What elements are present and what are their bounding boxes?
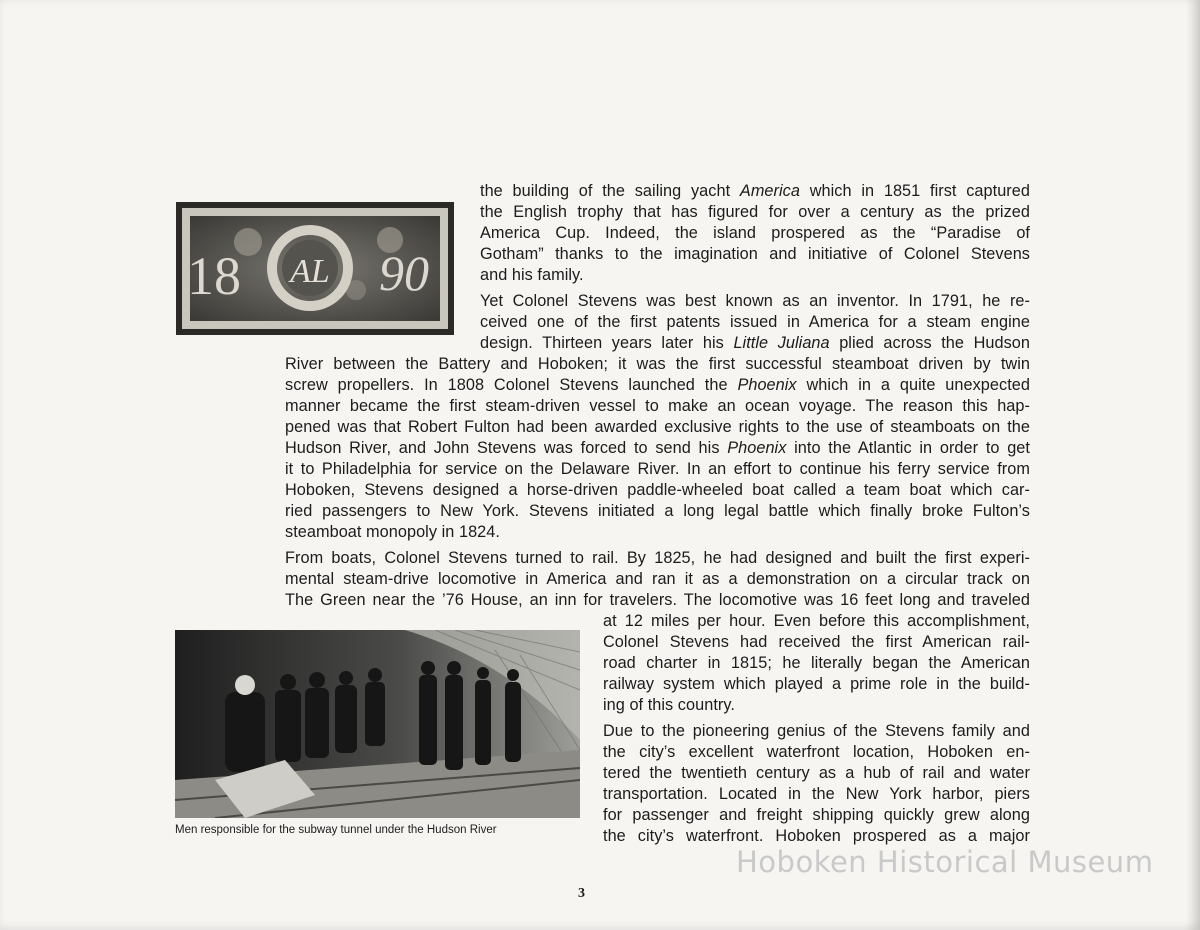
text-line [285,501,1030,522]
text-line-segment: Hoboken, Stevens designed a horse-driven paddle-wheeled boat called a team boat which car- [285,481,1030,499]
text-line-segment: pened was that Robert Fulton had been awarded exclusive rights to the use of steamboats on the [285,418,1030,436]
text-line-segment: Little Juliana [733,334,830,352]
text-line-segment: Phoenix [737,376,797,394]
text-line-segment: and his family. [480,266,584,284]
text-line [285,522,1030,543]
text-line [603,611,1030,632]
text-line [603,826,1030,847]
text-line-segment: steamboat monopoly in 1824. [285,523,500,541]
text-line-segment: From boats, Colonel Stevens turned to rail. By 1825, he had designed and built the first experi- [285,549,1030,567]
subway-tunnel-photo [175,630,580,818]
text-line [603,721,1030,742]
text-line [603,632,1030,653]
text-line-segment: ing of this country. [603,696,735,714]
text-line [285,438,1030,459]
text-line [285,459,1030,480]
text-line-segment: Due to the pioneering genius of the Stevens family and [603,722,1030,740]
text-line [603,805,1030,826]
text-line [480,223,1030,244]
text-line-segment: The Green near the ’76 House, an inn for travelers. The locomotive was 16 feet long and traveled [285,591,1030,609]
text-line [285,480,1030,501]
text-line [480,333,1030,354]
text-line-segment: mental steam-drive locomotive in America and ran it as a demonstration on a circular track on [285,570,1030,588]
text-line-segment: River between the Battery and Hoboken; it was the first successful steamboat driven by twin [285,355,1030,373]
text-line-segment: the building of the sailing yacht [480,182,740,200]
text-line [480,244,1030,265]
text-line [603,653,1030,674]
text-line-segment: Gotham” thanks to the imagination and initiative of Colonel Stevens [480,245,1030,263]
text-line-segment: plied across the Hudson [829,334,1030,352]
text-line-segment: it to Philadelphia for service on the Delaware River. In an effort to continue his ferry service from [285,460,1030,478]
text-line [285,417,1030,438]
text-line-segment: at 12 miles per hour. Even before this accomplishment, [603,612,1030,630]
plaque-left-digits: 18 [187,246,241,306]
text-line [603,674,1030,695]
plaque-right-digits: 90 [379,245,429,301]
text-line [285,396,1030,417]
text-line [285,354,1030,375]
plaque-monogram: AL [290,253,330,290]
text-line [285,590,1030,611]
text-line-segment: road charter in 1815; he literally began the American [603,654,1030,672]
text-line [603,784,1030,805]
text-line-segment: railway system which played a prime role in the build- [603,675,1030,693]
text-line-segment: screw propellers. In 1808 Colonel Stevens launched the [285,376,738,394]
photo-caption: Men responsible for the subway tunnel under the Hudson River [175,824,497,836]
text-line-segment: which in 1851 first captured [799,182,1030,200]
text-line [480,181,1030,202]
page-number: 3 [578,886,585,901]
text-line-segment: which in a quite unexpected [796,376,1030,394]
text-line [480,291,1030,312]
text-line-segment: Phoenix [727,439,787,457]
text-line [480,202,1030,223]
text-line-segment: transportation. Located in the New York harbor, piers [603,785,1030,803]
text-line-segment: ceived one of the first patents issued in America for a steam engine [480,313,1030,331]
text-line-segment: design. Thirteen years later his [480,334,734,352]
text-line-segment: the city’s waterfront. Hoboken prospered as a major [603,827,1030,845]
carved-plaque-image [176,202,454,335]
text-line [603,763,1030,784]
text-line-segment: America [739,182,800,200]
text-line-segment: into the Atlantic in order to get [786,439,1030,457]
text-line-segment: Colonel Stevens had received the first American rail- [603,633,1030,651]
text-line-segment: for passenger and freight shipping quickly grew along [603,806,1030,824]
text-line [285,569,1030,590]
text-line-segment: manner became the first steam-driven vessel to make an ocean voyage. The reason this hap- [285,397,1030,415]
text-line-segment: tered the twentieth century as a hub of rail and water [603,764,1030,782]
text-line [480,312,1030,333]
page-edge-shadow [1186,0,1200,930]
text-line [285,548,1030,569]
text-line-segment: Hudson River, and John Stevens was forced to send his [285,439,728,457]
text-line [603,695,1030,716]
text-line [480,265,1030,286]
text-line [603,742,1030,763]
text-line-segment: the city’s excellent waterfront location, Hoboken en- [603,743,1030,761]
text-line-segment: the English trophy that has figured for over a century as the prized [480,203,1030,221]
text-line-segment: Yet Colonel Stevens was best known as an inventor. In 1791, he re- [480,292,1030,310]
text-line-segment: America Cup. Indeed, the island prospered as the “Paradise of [480,224,1030,242]
museum-watermark: Hoboken Historical Museum [736,845,1154,879]
text-line [285,375,1030,396]
text-line-segment: ried passengers to New York. Stevens initiated a long legal battle which finally broke Fulton’s [285,502,1030,520]
